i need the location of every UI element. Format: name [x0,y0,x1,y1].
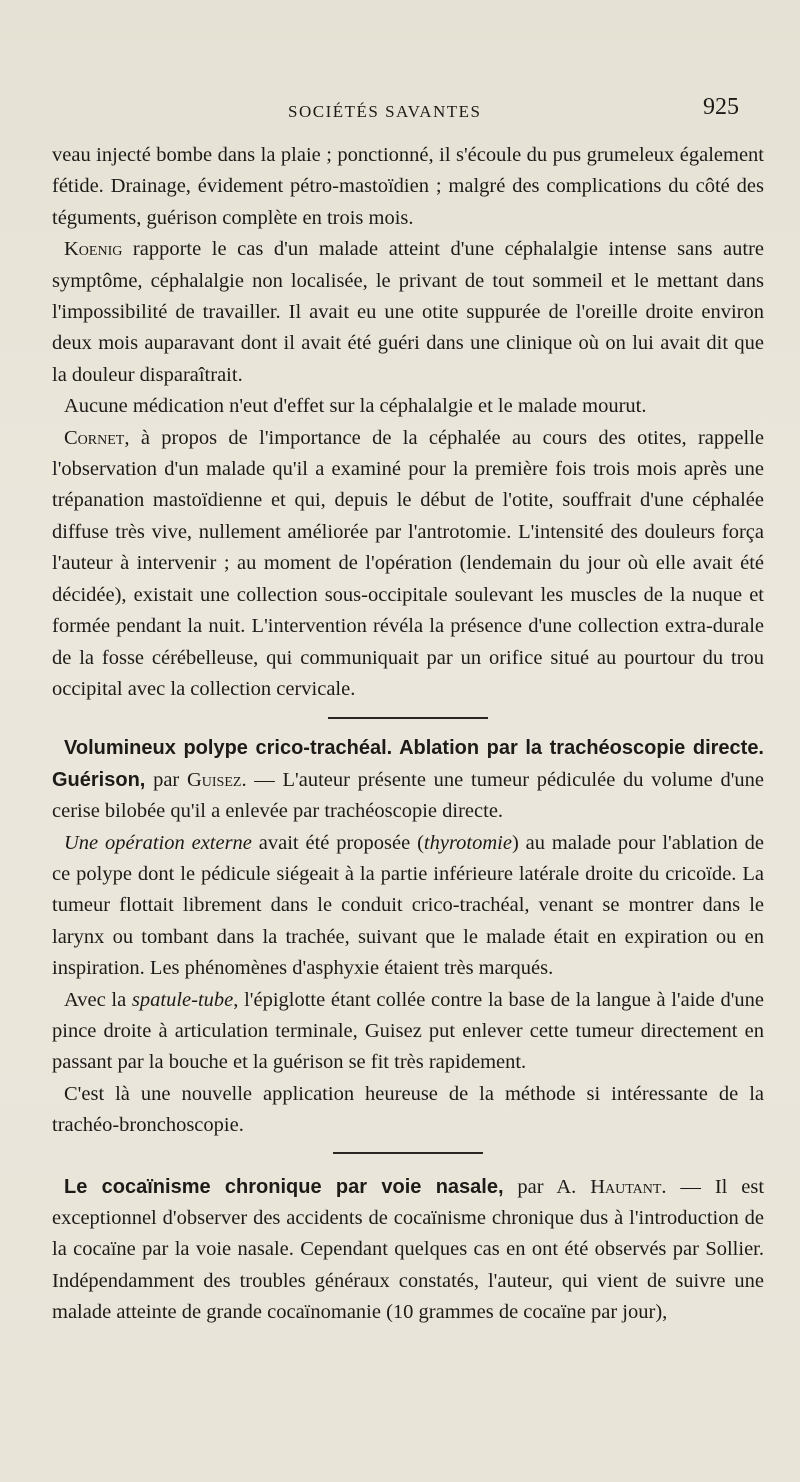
section-cocainisme-intro-text: . — Il est exceptionnel d'observer des accidents de cocaïnisme chronique dus à l'introduction de la cocaïne par la voie nasale. Cependant quelques cas en ont été observés par Sollier. Indépendamment des troubles généraux constatés, l'auteur, qui vient de suivre une malade atteinte de grande cocaïnomanie (10 grammes de cocaïne par jour), [52,1175,765,1324]
section-divider [328,717,488,719]
paragraph-cornet-text: , à propos de l'importance de la céphalée au cours des otites, rappelle l'observation d'un malade qu'il a examiné pour la première fois trois mois après une trépanation mastoïdienne et qui, depuis le début de l'otite, souffrait d'une céphalée diffuse très vive, nullement améliorée par l'antrotomie. L'intensité des douleurs força l'auteur à intervenir ; au moment de l'opération (lendemain du jour où elle avait été décidée), existait une collection sous-occipitale soulevant les muscles de la nuque et formée pendant la nuit. L'intervention révéla la présence d'une collection extra-durale de la fosse cérébelleuse, qui communiquait par un orifice situé au pourtour du trou occipital avec la collection cervicale. [52,426,764,700]
author-guisez: Guisez [186,768,242,791]
italic-thyrotomie: thyrotomie [423,831,512,854]
running-head: SOCIÉTÉS SAVANTES [288,102,482,121]
author-koenig: Koenig [64,238,123,261]
paragraph-cornet [52,423,764,706]
paragraph-continuation: veau injecté bombe dans la plaie ; ponctionné, il s'écoule du pus grumeleux également fétide. Drainage, évidement pétro-mastoïdien ; malgré des complications du côté des téguments, guérison complète en trois mois. [52,144,764,229]
operation-text-b: ) au malade pour l'ablation de ce polype dont le pédicule siégeait à la partie inférieure latérale droite du cricoïde. La tumeur flottait librement dans le conduit crico-trachéal, venant se montrer dans le larynx ou tombant dans la trachée, suivant que le malade était en expiration ou en inspiration. Les phénomènes d'asphyxie étaient très marqués. [52,831,764,980]
section-polype-intro-text: . — L'auteur présente une tumeur pédiculée du volume d'une cerise bilobée qu'il a enlevée par trachéoscopie directe. [52,768,765,823]
section-polype-spatule [52,985,764,1079]
operation-text-a: avait été proposée ( [251,831,424,854]
author-hautant: Hautant [590,1175,662,1198]
section-cocainisme-by: par A. [503,1175,591,1198]
page-header [0,92,800,132]
section-cocainisme-title: Le cocaïnisme chronique par voie nasale, [64,1175,504,1198]
paragraph-medication: Aucune médication n'eut d'effet sur la céphalalgie et le malade mourut. [64,395,647,418]
paragraph-koenig [52,234,764,391]
section-polype-operation [52,828,764,985]
italic-spatule-tube: spatule-tube [131,988,234,1011]
spatule-text-a: Avec la [64,988,132,1011]
section-polype-title: Volumineux polype crico-trachéal. Ablation par la trachéoscopie directe. Guérison, [52,737,764,791]
author-cornet: Cornet [64,426,125,449]
section-polype-conclusion: C'est là une nouvelle application heureuse de la méthode si intéressante de la trachéo-bronchoscopie. [52,1082,764,1137]
paragraph-koenig-text: rapporte le cas d'un malade atteint d'une céphalalgie intense sans autre symptôme, céphalalgie non localisée, le privant de tout sommeil et le mettant dans l'impossibilité de travailler. Il avait eu une otite suppurée de l'oreille droite environ deux mois auparavant dont il avait été guéri dans une clinique où on lui avait dit que la douleur disparaîtrait. [52,238,764,386]
page-number: 925 [703,94,739,120]
section-divider [333,1152,483,1154]
page-body [52,140,764,1329]
section-polype-intro [52,733,764,827]
italic-operation-externe: Une opération externe [64,831,252,854]
section-polype-by: par [145,768,187,791]
section-cocainisme-intro [52,1172,764,1329]
spatule-text-b: , l'épiglotte étant collée contre la base de la langue à l'aide d'une pince droite à articulation terminale, Guisez put enlever cette tumeur directement en passant par la bouche et la guérison se fit très rapidement. [52,988,765,1074]
